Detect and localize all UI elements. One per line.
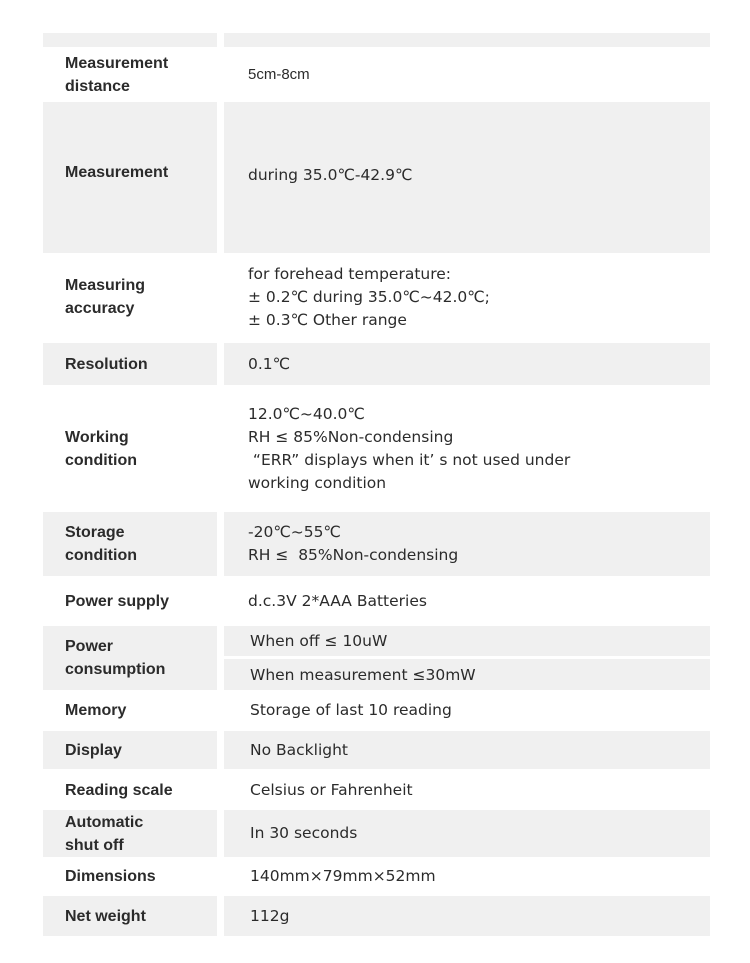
table-row: [43, 253, 710, 341]
spec-label: Automatic shut off: [43, 810, 217, 857]
table-row: [43, 731, 710, 769]
table-row: [43, 102, 710, 253]
spec-label: Measurement: [43, 102, 217, 253]
spec-label: Dimensions: [65, 868, 156, 885]
spec-label: Working condition: [65, 428, 137, 469]
table-row: [43, 512, 710, 576]
spec-label: Display: [43, 731, 217, 769]
spec-value: d.c.3V 2*AAA Batteries: [248, 591, 427, 610]
spec-label: Net weight: [43, 896, 217, 936]
spec-value: 0.1℃: [224, 343, 710, 385]
spec-value: 5cm-8cm: [248, 66, 310, 83]
table-row: [43, 626, 710, 690]
table-row: [43, 47, 710, 102]
table-row: [43, 896, 710, 936]
table-header-strip: [43, 33, 710, 47]
spec-value: In 30 seconds: [224, 810, 710, 857]
spec-value: No Backlight: [224, 731, 710, 769]
table-row: [43, 578, 710, 624]
spec-value: When measurement ≤30mW: [224, 659, 710, 690]
spec-label: Reading scale: [65, 782, 173, 799]
table-row: [43, 859, 710, 894]
table-row: [43, 810, 710, 857]
spec-value: for forehead temperature: ± 0.2℃ during 35.0℃~42.0℃; ± 0.3℃ Other range: [248, 264, 490, 329]
table-row: [43, 692, 710, 729]
spec-value: Celsius or Fahrenheit: [250, 781, 413, 799]
spec-label: Resolution: [43, 343, 217, 385]
table-row: [43, 387, 710, 510]
spec-label: Measuring accuracy: [65, 277, 146, 317]
spec-value: during 35.0℃-42.9℃: [224, 102, 710, 253]
spec-value: 140mm×79mm×52mm: [250, 867, 436, 885]
table-row: [43, 343, 710, 385]
spec-value: When off ≤ 10uW: [224, 626, 710, 656]
spec-value: Storage of last 10 reading: [250, 701, 452, 719]
spec-label: Power supply: [65, 592, 170, 610]
spec-value: 112g: [224, 896, 710, 936]
spec-label: Power consumption: [43, 626, 217, 690]
spec-label: Storage condition: [43, 512, 217, 576]
spec-value: -20℃~55℃ RH ≤ 85%Non-condensing: [224, 512, 710, 576]
spec-label: Memory: [65, 702, 127, 719]
spec-value: 12.0℃~40.0℃ RH ≤ 85%Non-condensing “ERR” displays when it’ s not used under working condition: [248, 404, 571, 492]
spec-label: Measurement distance: [65, 54, 169, 95]
table-row: [43, 771, 710, 810]
